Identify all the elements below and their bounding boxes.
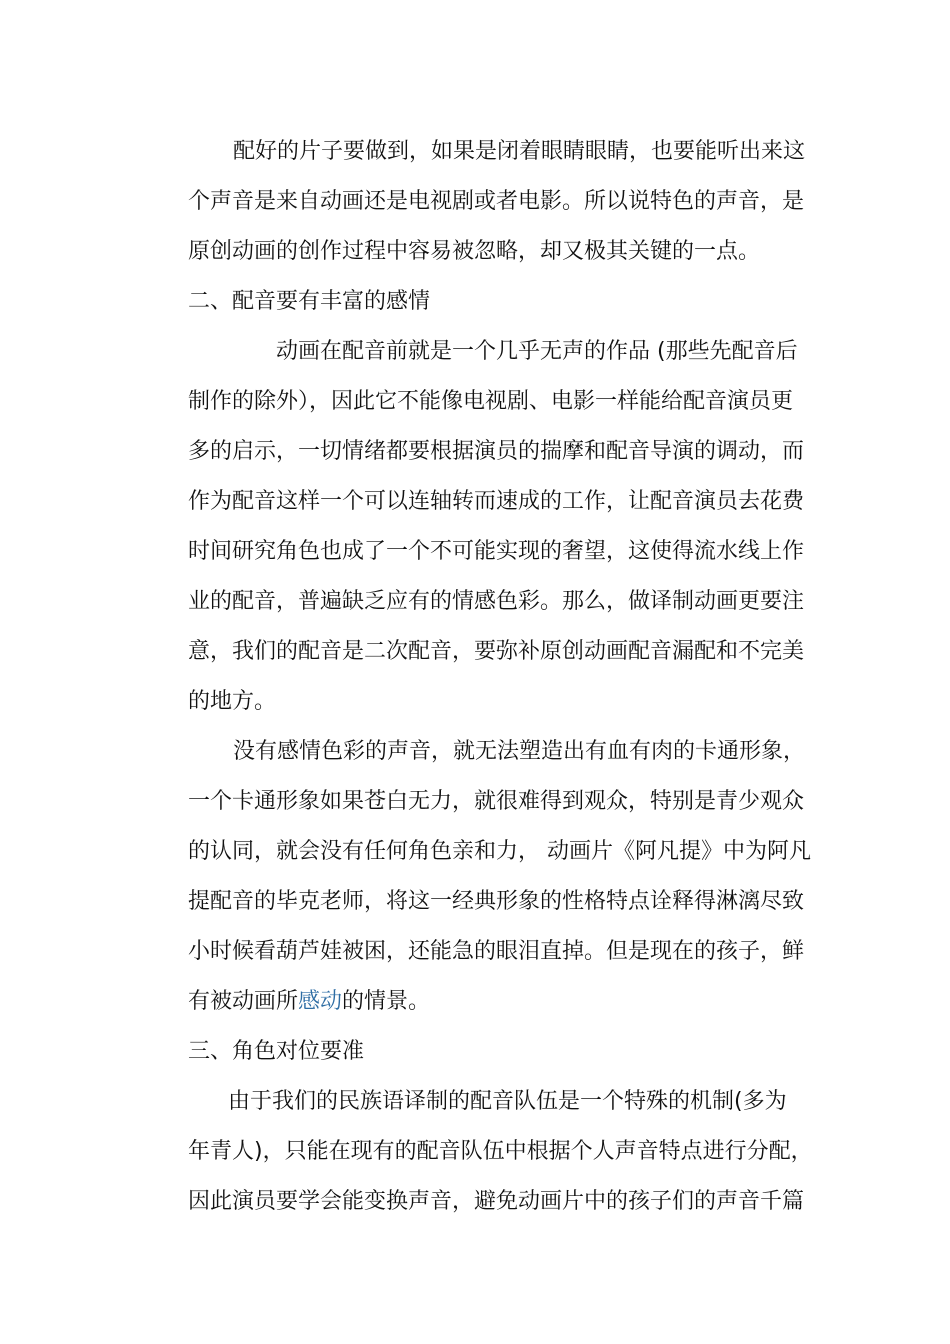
paragraph-2-line-3: 多的启示，一切情绪都要根据演员的揣摩和配音导演的调动，而 xyxy=(188,439,805,464)
paragraph-1-line-2: 个声音是来自动画还是电视剧或者电影。所以说特色的声音，是 xyxy=(188,189,805,214)
paragraph-4-line-2: 年青人)，只能在现有的配音队伍中根据个人声音特点进行分配， xyxy=(188,1139,813,1164)
paragraph-2-line-5: 时间研究角色也成了一个不可能实现的奢望，这使得流水线上作 xyxy=(188,539,805,564)
paragraph-4-line-1: 由于我们的民族语译制的配音队伍是一个特殊的机制(多为 xyxy=(228,1089,787,1114)
emotion-link[interactable]: 感动 xyxy=(298,989,343,1014)
paragraph-2-line-1: 动画在配音前就是一个几乎无声的作品 (那些先配音后 xyxy=(276,339,798,364)
paragraph-1-line-3: 原创动画的创作过程中容易被忽略，却又极其关键的一点。 xyxy=(188,239,761,264)
paragraph-4-line-3: 因此演员要学会能变换声音，避免动画片中的孩子们的声音千篇 xyxy=(188,1189,805,1214)
paragraph-3-line-5: 小时候看葫芦娃被困，还能急的眼泪直掉。但是现在的孩子，鲜 xyxy=(188,939,805,964)
paragraph-3-line-4: 提配音的毕克老师，将这一经典形象的性格特点诠释得淋漓尽致 xyxy=(188,889,805,914)
paragraph-2-line-8: 的地方。 xyxy=(188,689,277,714)
paragraph-3-line-6 xyxy=(188,986,430,1018)
paragraph-3-line-6-text-after: 的情景。 xyxy=(342,989,431,1014)
paragraph-2-line-2: 制作的除外），因此它不能像电视剧、电影一样能给配音演员更 xyxy=(188,389,794,414)
paragraph-2-line-7: 意，我们的配音是二次配音，要弥补原创动画配音漏配和不完美 xyxy=(188,639,805,664)
paragraph-2-line-4: 作为配音这样一个可以连轴转而速成的工作，让配音演员去花费 xyxy=(188,489,805,514)
section-heading-3: 三、角色对位要准 xyxy=(188,1039,365,1064)
paragraph-3-line-1: 没有感情色彩的声音，就无法塑造出有血有肉的卡通形象， xyxy=(233,739,806,764)
paragraph-3-line-6-text-before: 有被动画所 xyxy=(188,989,299,1014)
paragraph-1-line-1: 配好的片子要做到，如果是闭着眼睛眼睛，也要能听出来这 xyxy=(233,139,806,164)
paragraph-2-line-6: 业的配音，普遍缺乏应有的情感色彩。那么，做译制动画更要注 xyxy=(188,589,805,614)
paragraph-3-line-2: 一个卡通形象如果苍白无力，就很难得到观众，特别是青少观众 xyxy=(188,789,805,814)
paragraph-3-line-3: 的认同，就会没有任何角色亲和力， 动画片《阿凡提》中为阿凡 xyxy=(188,839,811,864)
section-heading-2: 二、配音要有丰富的感情 xyxy=(188,289,431,314)
